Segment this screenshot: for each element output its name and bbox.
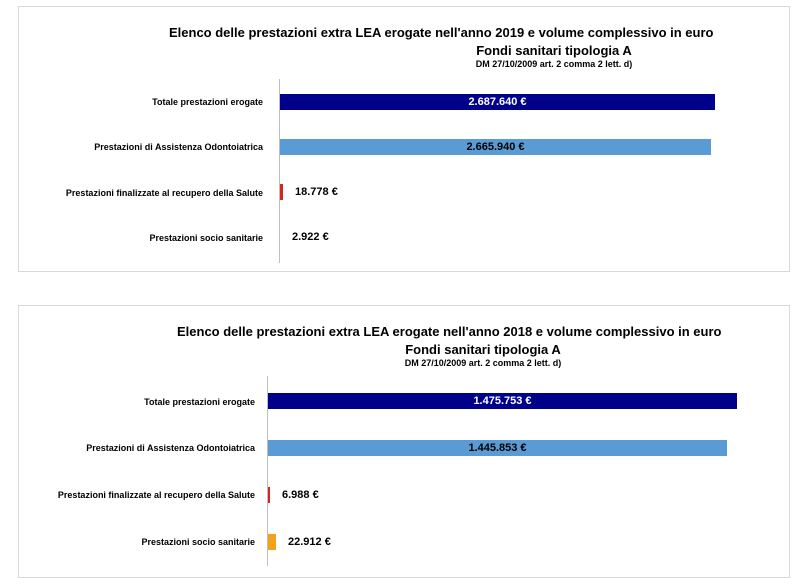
- category-label-socio-sanitarie: Prestazioni socio sanitarie: [141, 537, 255, 547]
- chart-panel-2018: [18, 305, 790, 578]
- value-label-totale: 2.687.640 €: [468, 96, 527, 108]
- value-label-recupero-salute: 6.988 €: [282, 489, 319, 501]
- bar-recupero-salute: [280, 184, 283, 200]
- category-label-odontoiatrica: Prestazioni di Assistenza Odontoiatrica: [94, 142, 263, 152]
- value-label-totale: 1.475.753 €: [473, 395, 532, 407]
- value-label-recupero-salute: 18.778 €: [295, 186, 338, 198]
- category-label-socio-sanitarie: Prestazioni socio sanitarie: [149, 233, 263, 243]
- value-label-socio-sanitarie: 22.912 €: [288, 536, 331, 548]
- bar-recupero-salute: [268, 487, 270, 503]
- bar-socio-sanitarie: [268, 534, 276, 550]
- category-label-odontoiatrica: Prestazioni di Assistenza Odontoiatrica: [86, 443, 255, 453]
- category-label-recupero-salute: Prestazioni finalizzate al recupero della Salute: [57, 490, 255, 500]
- category-label-totale: Totale prestazioni erogate: [144, 397, 255, 407]
- value-label-odontoiatrica: 1.445.853 €: [468, 442, 527, 454]
- chart-subtitle: DM 27/10/2009 art. 2 comma 2 lett. d): [475, 59, 633, 69]
- category-label-recupero-salute: Prestazioni finalizzate al recupero della Salute: [65, 188, 263, 198]
- chart-title: Elenco delle prestazioni extra LEA erogate nell'anno 2018 e volume complessivo in euro: [177, 324, 722, 339]
- chart-title-line2: Fondi sanitari tipologia A: [405, 342, 561, 357]
- value-label-socio-sanitarie: 2.922 €: [292, 231, 329, 243]
- chart-subtitle: DM 27/10/2009 art. 2 comma 2 lett. d): [404, 358, 562, 368]
- chart-panel-2019: [18, 6, 790, 272]
- chart-title-line2: Fondi sanitari tipologia A: [476, 43, 632, 58]
- category-label-totale: Totale prestazioni erogate: [152, 97, 263, 107]
- value-label-odontoiatrica: 2.665.940 €: [466, 141, 525, 153]
- chart-title: Elenco delle prestazioni extra LEA erogate nell'anno 2019 e volume complessivo in euro: [169, 25, 714, 40]
